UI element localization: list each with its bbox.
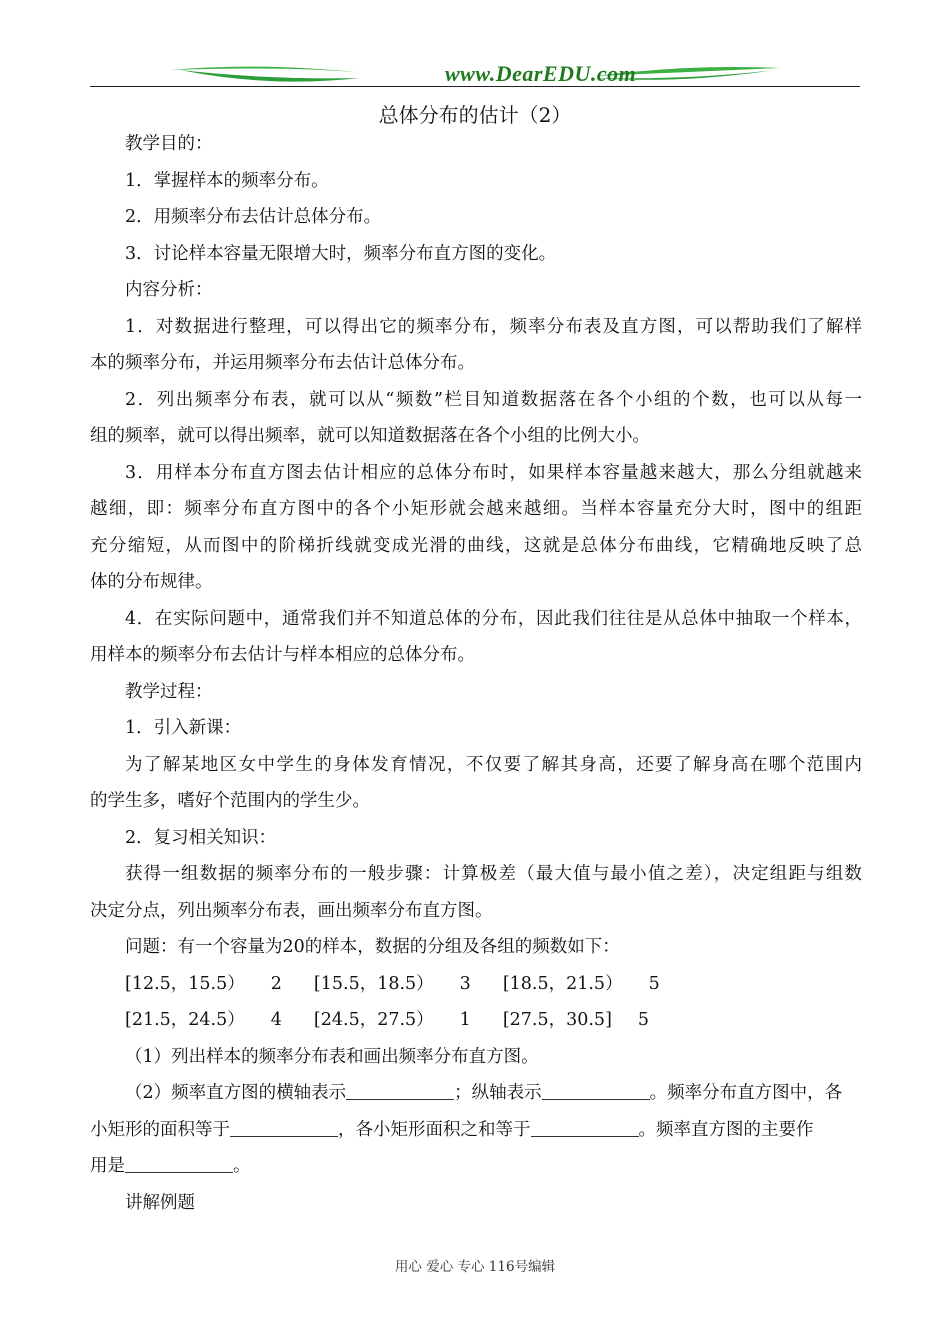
- goal-heading: 教学目的：: [125, 134, 213, 154]
- question-part: （1）列出样本的频率分布表和画出频率分布直方图。: [125, 1046, 539, 1067]
- goal-item: 3．讨论样本容量无限增大时，频率分布直方图的变化。: [125, 243, 557, 264]
- process-paragraph-line: 的学生多，嗜好个范围内的学生少。: [90, 791, 370, 811]
- answer-blank[interactable]: [230, 1116, 338, 1137]
- analysis-paragraph-line: 4．在实际问题中，通常我们并不知道总体的分布，因此我们往往是从总体中抽取一个样本，: [125, 608, 862, 629]
- analysis-paragraph-line: 3．用样本分布直方图去估计相应的总体分布时，如果样本容量越来越大，那么分组就越来: [125, 462, 862, 483]
- group-count: 3: [459, 973, 471, 994]
- group-item: [125, 1002, 282, 1039]
- analysis-paragraph-line: 充分缩短，从而图中的阶梯折线就变成光滑的曲线，这就是总体分布曲线，它精确地反映了总: [90, 535, 862, 556]
- analysis-paragraph-line: 越细，即：频率分布直方图中的各个小矩形就会越来越细。当样本容量充分大时，图中的组距: [90, 499, 862, 519]
- group-interval: [12.5，15.5）: [125, 973, 245, 994]
- group-interval: [27.5，30.5]: [502, 1010, 612, 1030]
- process-paragraph-line: 决定分点，列出频率分布表，画出频率分布直方图。: [90, 900, 493, 921]
- group-item: [125, 966, 282, 1003]
- process-paragraph-line: 获得一组数据的频率分布的一般步骤：计算极差（最大值与最小值之差），决定组距与组数: [125, 864, 862, 884]
- group-count: 1: [459, 1010, 471, 1030]
- process-step: 2．复习相关知识：: [125, 827, 277, 848]
- process-paragraph-line: 为了解某地区女中学生的身体发育情况，不仅要了解其身高，还要了解身高在哪个范围内: [125, 754, 862, 775]
- question-text-segment: 小矩形的面积等于: [90, 1119, 230, 1140]
- group-count: 2: [270, 973, 282, 994]
- examples-heading: 讲解例题: [125, 1192, 195, 1213]
- group-item: [314, 966, 471, 1003]
- question-part: [90, 1148, 862, 1185]
- document-body: [90, 126, 862, 1221]
- group-interval: [18.5，21.5）: [502, 973, 623, 994]
- group-count: 4: [270, 1010, 282, 1030]
- question-text-segment: （2）频率直方图的横轴表示: [125, 1083, 347, 1103]
- group-interval: [21.5，24.5）: [125, 1010, 245, 1030]
- group-interval: [15.5，18.5）: [313, 973, 434, 994]
- page-title: 总体分布的估计（2）: [378, 103, 572, 127]
- answer-blank[interactable]: [531, 1116, 639, 1137]
- answer-blank[interactable]: [346, 1079, 454, 1100]
- group-row: [90, 1002, 862, 1039]
- group-item: [314, 1002, 471, 1039]
- goal-item: 1．掌握样本的频率分布。: [125, 170, 329, 191]
- question-text-segment: 用是: [90, 1156, 125, 1176]
- group-count: 5: [637, 1010, 650, 1030]
- question-text-segment: 。频率直方图的主要作: [638, 1119, 814, 1140]
- question-text-segment: 。: [233, 1156, 251, 1176]
- analysis-heading: 内容分析：: [125, 280, 213, 300]
- question-text: 问题：有一个容量为20的样本，数据的分组及各组的频数如下：: [125, 937, 620, 957]
- question-part: [90, 1075, 862, 1112]
- process-step: 1．引入新课：: [125, 718, 242, 738]
- answer-blank[interactable]: [542, 1079, 650, 1100]
- process-heading: 教学过程：: [125, 681, 213, 702]
- group-interval: [24.5，27.5）: [313, 1010, 434, 1030]
- group-item: [503, 966, 660, 1003]
- question-text-segment: ；纵轴表示: [454, 1083, 542, 1103]
- site-logo-text[interactable]: www.DearEDU.com: [445, 61, 637, 86]
- analysis-paragraph-line: 组的频率，就可以得出频率，就可以知道数据落在各个小组的比例大小。: [90, 426, 650, 446]
- group-row: [90, 966, 862, 1003]
- analysis-paragraph-line: 体的分布规律。: [90, 572, 213, 592]
- question-text-segment: ，各小矩形面积之和等于: [338, 1119, 531, 1140]
- analysis-paragraph-line: 本的频率分布，并运用频率分布去估计总体分布。: [90, 353, 475, 373]
- question-text-segment: 。频率分布直方图中，各: [649, 1083, 843, 1103]
- analysis-paragraph-line: 用样本的频率分布去估计与样本相应的总体分布。: [90, 645, 475, 665]
- question-part: [90, 1112, 862, 1149]
- analysis-paragraph-line: 1．对数据进行整理，可以得出它的频率分布，频率分布表及直方图，可以帮助我们了解样: [125, 316, 862, 337]
- group-count: 5: [648, 973, 660, 994]
- answer-blank[interactable]: [125, 1152, 233, 1173]
- page-footer: 用心 爱心 专心 116号编辑: [394, 1259, 556, 1275]
- analysis-paragraph-line: 2．列出频率分布表，就可以从“频数”栏目知道数据落在各个小组的个数，也可以从每一: [125, 389, 862, 410]
- header-divider: [90, 86, 860, 87]
- group-item: [503, 1002, 649, 1039]
- goal-item: 2．用频率分布去估计总体分布。: [125, 207, 382, 227]
